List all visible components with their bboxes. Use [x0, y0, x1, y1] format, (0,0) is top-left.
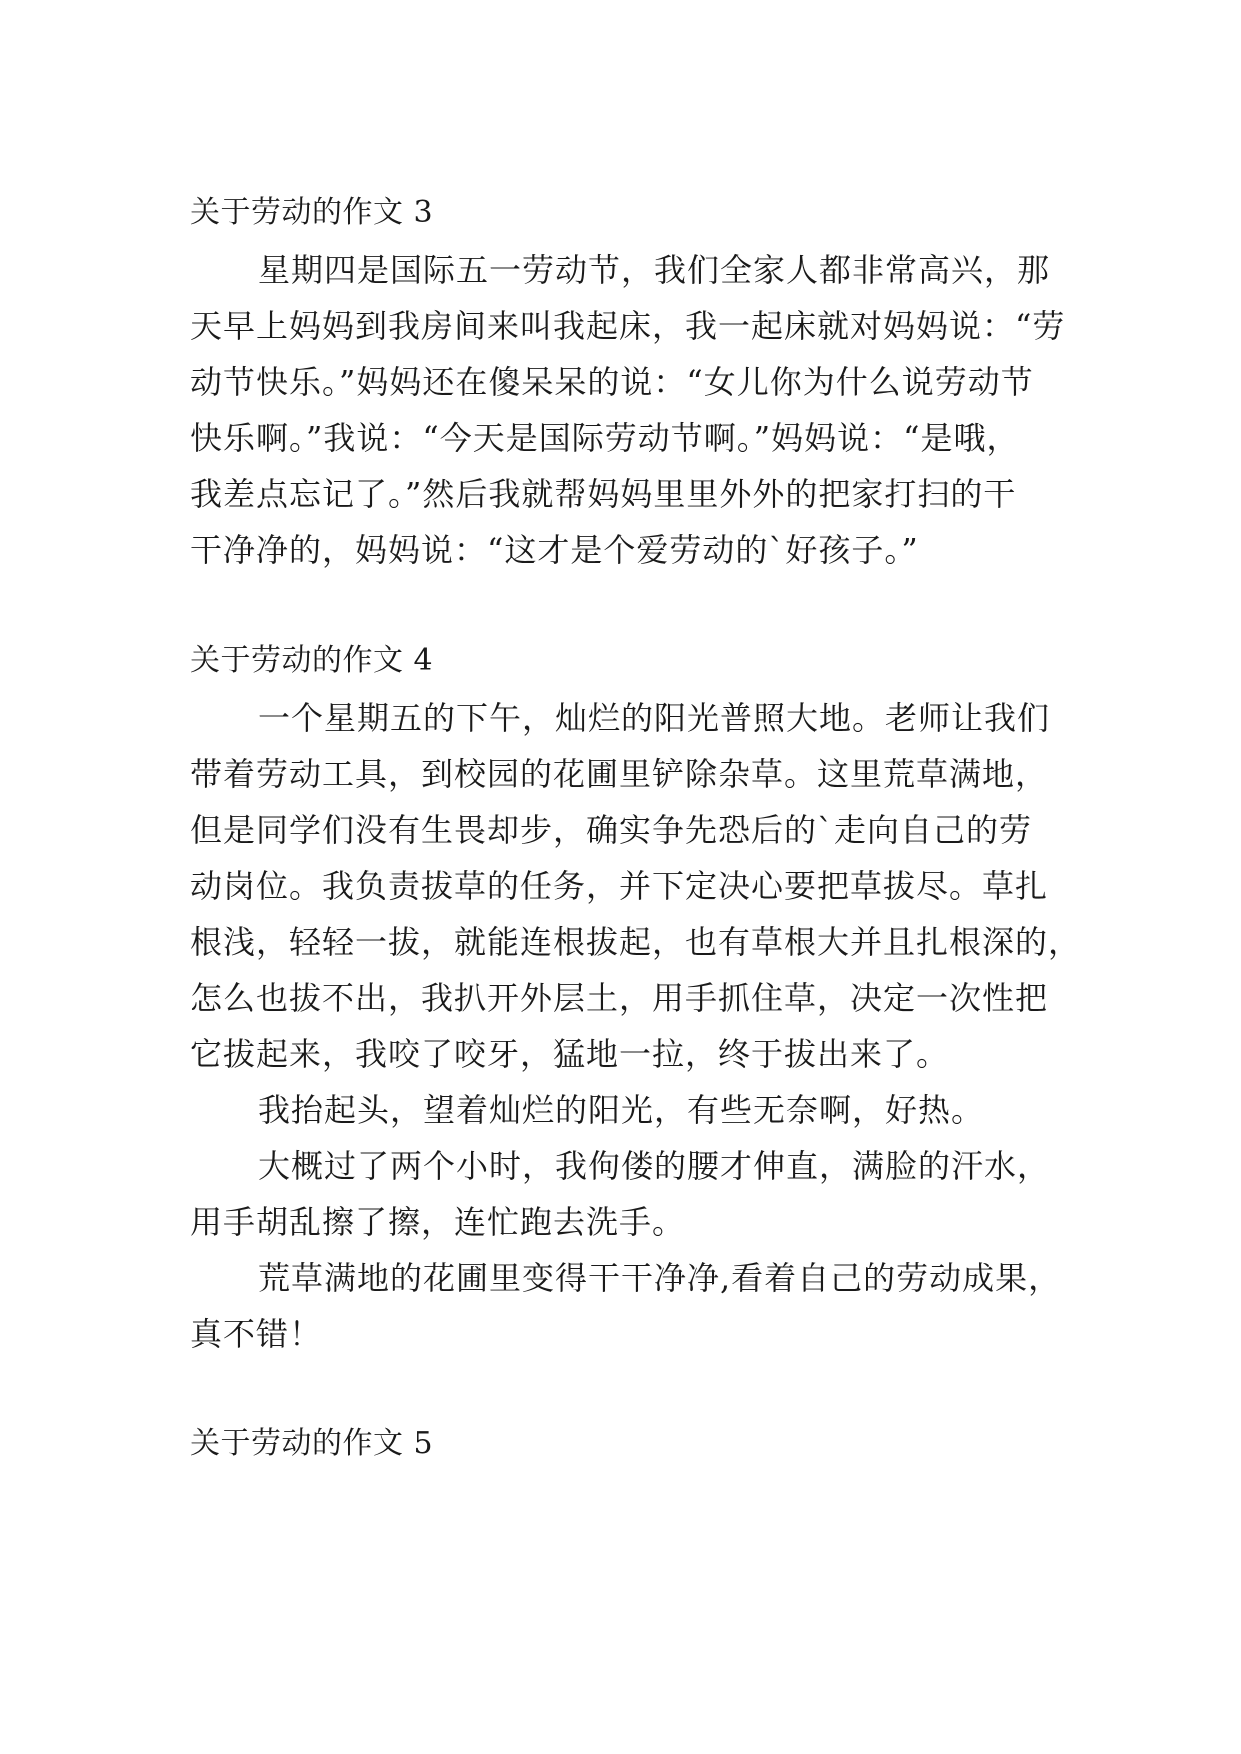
section-title-4: 关于劳动的作文 4	[190, 643, 434, 678]
paragraph-line: 星期四是国际五一劳动节，我们全家人都非常高兴，那	[258, 251, 1051, 289]
paragraph-line: 天早上妈妈到我房间来叫我起床，我一起床就对妈妈说：“劳	[190, 307, 1066, 345]
paragraph-line: 荒草满地的花圃里变得干干净净,看着自己的劳动成果，	[258, 1259, 1062, 1297]
paragraph-line: 怎么也拔不出，我扒开外层土，用手抓住草，决定一次性把	[190, 979, 1049, 1017]
paragraph-line: 动岗位。我负责拔草的任务，并下定决心要把草拔尽。草扎	[190, 867, 1049, 905]
paragraph-line: 用手胡乱擦了擦，连忙跑去洗手。	[190, 1203, 686, 1241]
paragraph-line: 快乐啊。”我说：“今天是国际劳动节啊。”妈妈说：“是哦，	[190, 419, 1020, 457]
paragraph-line: 它拔起来，我咬了咬牙，猛地一拉，终于拔出来了。	[190, 1035, 950, 1073]
paragraph-line: 我抬起头，望着灿烂的阳光，有些无奈啊，好热。	[258, 1091, 985, 1129]
section-title-5: 关于劳动的作文 5	[190, 1426, 434, 1461]
paragraph-line: 大概过了两个小时，我佝偻的腰才伸直，满脸的汗水，	[258, 1147, 1051, 1185]
section-title-3: 关于劳动的作文 3	[190, 195, 434, 230]
paragraph-line: 带着劳动工具，到校园的花圃里铲除杂草。这里荒草满地，	[190, 755, 1049, 793]
paragraph-line: 根浅，轻轻一拔，就能连根拔起，也有草根大并且扎根深的，	[190, 923, 1082, 961]
paragraph-line: 我差点忘记了。”然后我就帮妈妈里里外外的把家打扫的干	[190, 475, 1017, 513]
paragraph-line: 一个星期五的下午，灿烂的阳光普照大地。老师让我们	[258, 699, 1051, 737]
paragraph-line: 但是同学们没有生畏却步，确实争先恐后的`走向自己的劳	[190, 811, 1033, 849]
paragraph-line: 干净净的，妈妈说：“这才是个爱劳动的`好孩子。”	[190, 531, 919, 569]
paragraph-line: 真不错！	[190, 1315, 323, 1353]
paragraph-line: 动节快乐。”妈妈还在傻呆呆的说：“女儿你为什么说劳动节	[190, 363, 1034, 401]
